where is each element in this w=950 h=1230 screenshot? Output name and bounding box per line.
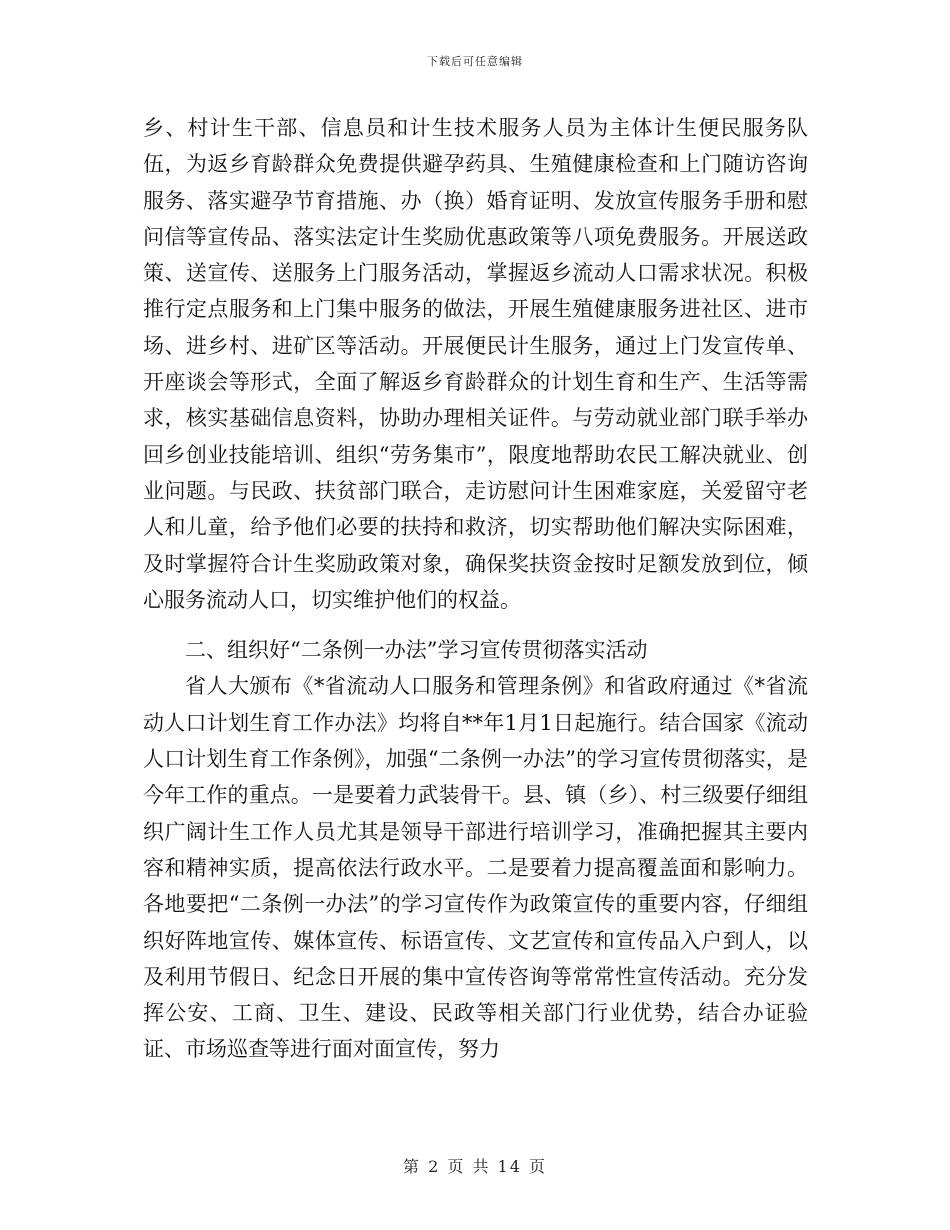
document-body (143, 110, 808, 1068)
page-number: 第 2 页 共 14 页 (403, 1157, 547, 1176)
body-paragraph: 省人大颁布《*省流动人口服务和管理条例》和省政府通过《*省流动人口计划生育工作办法》均将自**年1月1日起施行。结合国家《流动人口计划生育工作条例》，加强“二条例一办法”的学习宣传贯彻落实，是今年工作的重点。一是要着力武装骨干。县、镇（乡）、村三级要仔细组织广阔计生工作人员尤其是领导干部进行培训学习，准确把握其主要内容和精神实质，提高依法行政水平。二是要着力提高覆盖面和影响力。各地要把“二条例一办法”的学习宣传作为政策宣传的重要内容，仔细组织好阵地宣传、媒体宣传、标语宣传、文艺宣传和宣传品入户到人，以及利用节假日、纪念日开展的集中宣传咨询等常常性宣传活动。充分发挥公安、工商、卫生、建设、民政等相关部门行业优势，结合办证验证、市场巡查等进行面对面宣传，努力 (143, 674, 808, 1062)
page-header: 下载后可任意编辑 (427, 55, 523, 68)
body-paragraph-continued: 乡、村计生干部、信息员和计生技术服务人员为主体计生便民服务队伍，为返乡育龄群众免费提供避孕药具、生殖健康检查和上门随访咨询服务、落实避孕节育措施、办（换）婚育证明、发放宣传服务手册和慰问信等宣传品、落实法定计生奖励优惠政策等八项免费服务。开展送政策、送宣传、送服务上门服务活动，掌握返乡流动人口需求状况。积极推行定点服务和上门集中服务的做法，开展生殖健康服务进社区、进市场、进乡村、进矿区等活动。开展便民计生服务，通过上门发宣传单、开座谈会等形式，全面了解返乡育龄群众的计划生育和生产、生活等需求，核实基础信息资料，协助办理相关证件。与劳动就业部门联手举办回乡创业技能培训、组织“劳务集市”，限度地帮助农民工解决就业、创业问题。与民政、扶贫部门联合，走访慰问计生困难家庭，关爱留守老人和儿童，给予他们必要的扶持和救济，切实帮助他们解决实际困难，及时掌握符合计生奖励政策对象，确保奖扶资金按时足额发放到位，倾心服务流动人口，切实维护他们的权益。 (143, 116, 808, 612)
section-heading: 二、组织好“二条例一办法”学习宣传贯彻落实活动 (185, 638, 648, 663)
